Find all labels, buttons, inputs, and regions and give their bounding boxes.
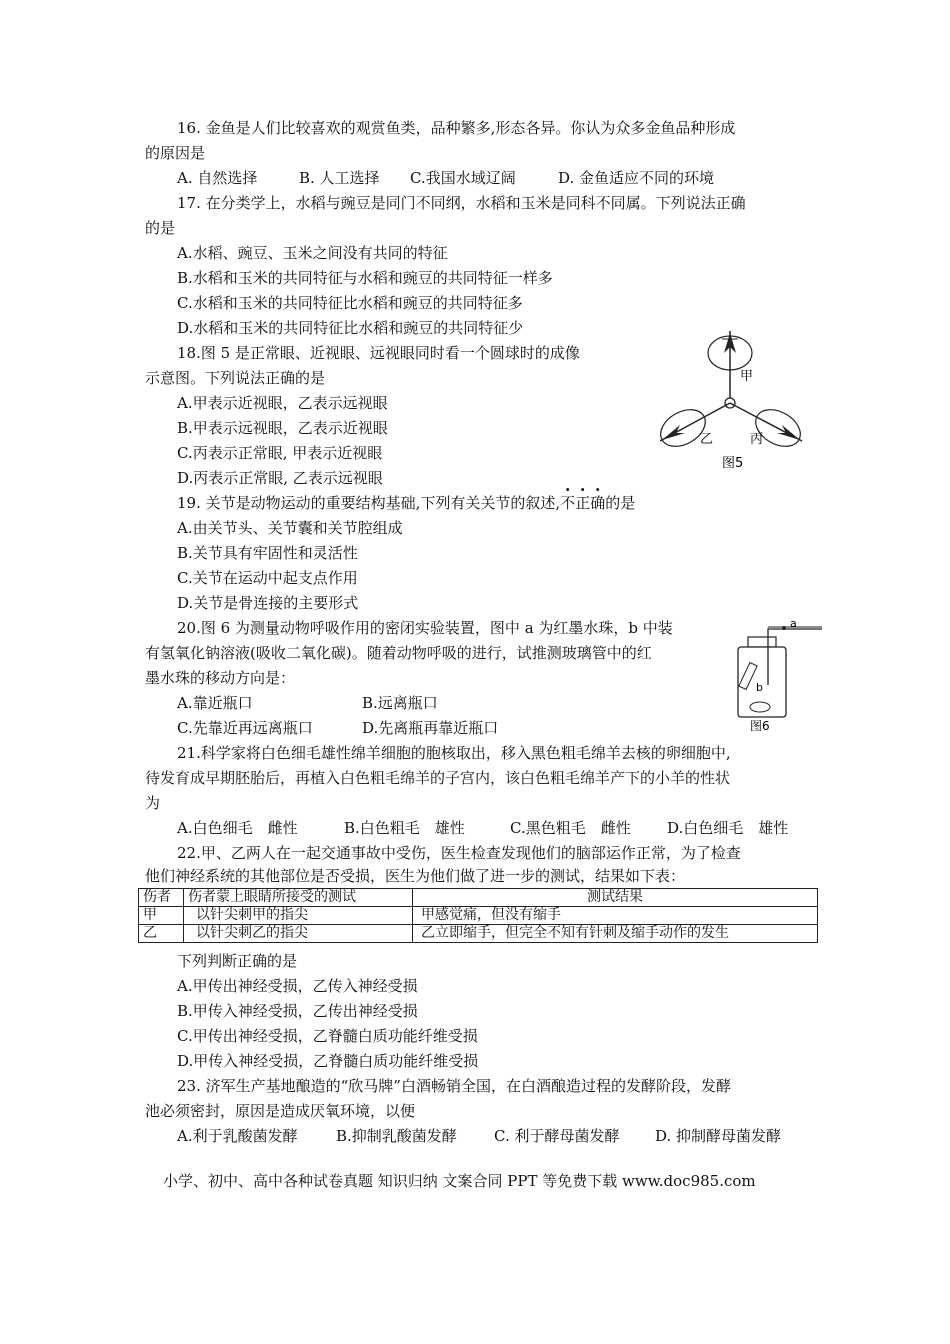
q17-option-b: B.水稻和玉米的共同特征与水稻和豌豆的共同特征一样多 (177, 269, 553, 287)
q19-option-c: C.关节在运动中起支点作用 (177, 569, 358, 587)
table-cell: 乙立即缩手，但完全不知有针刺及缩手动作的发生 (413, 925, 818, 943)
figure-5-caption: 图5 (722, 456, 744, 471)
q22-option-a: A.甲传出神经受损，乙传入神经受损 (177, 977, 418, 995)
q18-stem-line2: 示意图。下列说法正确的是 (145, 369, 326, 387)
q17-option-a: A.水稻、豌豆、玉米之间没有共同的特征 (177, 244, 448, 262)
figure-6-respiration-apparatus (730, 615, 830, 735)
q19-stem-pre: 19. 关节是动物运动的重要结构基础,下列有关关节的叙述, (177, 494, 561, 512)
q23-option-b: B.抑制乳酸菌发酵 (336, 1127, 457, 1145)
label-a: a (790, 617, 797, 630)
q19-option-a: A.由关节头、关节囊和关节腔组成 (177, 519, 403, 537)
q23-stem-line2: 池必须密封，原因是造成厌氧环境，以便 (145, 1102, 416, 1120)
q23-option-c: C. 利于酵母菌发酵 (494, 1127, 620, 1145)
table-header-row (139, 889, 818, 907)
q21-option-b: B.白色粗毛 雄性 (344, 819, 465, 837)
q18-option-c: C.丙表示正常眼, 甲表示近视眼 (177, 444, 383, 462)
table-cell: 乙 (139, 925, 184, 943)
page-footer: 小学、初中、高中各种试卷真题 知识归纳 文案合同 PPT 等免费下载 www.doc985.com (163, 1172, 756, 1190)
label-jia: 甲 (740, 369, 754, 384)
table-cell: 甲感觉痛，但没有缩手 (413, 907, 818, 925)
table-row (139, 925, 818, 943)
q16-option-a: A. 自然选择 (177, 169, 258, 187)
q20-stem-line2: 有氢氧化钠溶液(吸收二氧化碳)。随着动物呼吸的进行，试推测玻璃管中的红 (145, 644, 652, 662)
q17-stem-line2: 的是 (145, 219, 176, 237)
q23-option-a: A.利于乳酸菌发酵 (177, 1127, 298, 1145)
q18-stem-line1: 18.图 5 是正常眼、近视眼、远视眼同时看一个圆球时的成像 (177, 344, 580, 362)
q18-option-a: A.甲表示近视眼，乙表示远视眼 (177, 394, 388, 412)
q19-emph-3: 确 (590, 494, 606, 512)
q23-option-d: D. 抑制酵母菌发酵 (655, 1127, 782, 1145)
image-arrow-yi (662, 425, 685, 440)
q21-stem-line1: 21.科学家将白色细毛雄性绵羊细胞的胞核取出，移入黑色粗毛绵羊去核的卵细胞中, (177, 744, 731, 762)
q20-stem-line3: 墨水珠的移动方向是： (145, 669, 296, 687)
q19-option-d: D.关节是骨连接的主要形式 (177, 594, 359, 612)
table-cell: 甲 (139, 907, 184, 925)
q20-stem-line1: 20.图 6 为测量动物呼吸作用的密闭实验装置，图中 a 为红墨水珠，b 中装 (177, 619, 673, 637)
q16-option-b: B. 人工选择 (299, 169, 380, 187)
q20-option-a: A.靠近瓶口 (177, 694, 253, 712)
q16-stem-line2: 的原因是 (145, 144, 206, 162)
q19-emph-1: 不 (560, 494, 576, 512)
q22-option-c: C.甲传出神经受损，乙脊髓白质功能纤维受损 (177, 1027, 478, 1045)
q17-stem-line1: 17. 在分类学上，水稻与豌豆是同门不同纲，水稻和玉米是同科不同属。下列说法正确 (177, 194, 746, 212)
q21-option-a: A.白色细毛 雌性 (177, 819, 298, 837)
q21-stem-line2: 待发育成早期胚胎后，再植入白色粗毛绵羊的子宫内，该白色粗毛绵羊产下的小羊的性状 (145, 769, 731, 787)
q19-emph-2: 正 (575, 494, 591, 512)
q22-option-d: D.甲传入神经受损，乙脊髓白质功能纤维受损 (177, 1052, 479, 1070)
table-cell: 以针尖刺乙的指尖 (184, 925, 413, 943)
q18-option-b: B.甲表示远视眼，乙表示近视眼 (177, 419, 388, 437)
q19-stem (177, 493, 635, 513)
q21-option-c: C.黑色粗毛 雌性 (510, 819, 631, 837)
q17-option-c: C.水稻和玉米的共同特征比水稻和豌豆的共同特征多 (177, 294, 523, 312)
q18-option-d: D.丙表示正常眼, 乙表示远视眼 (177, 469, 383, 487)
q22-option-b: B.甲传入神经受损，乙传出神经受损 (177, 1002, 418, 1020)
table-header-cell: 伤者蒙上眼睛所接受的测试 (184, 889, 413, 907)
q22-result-table (138, 888, 818, 943)
label-yi: 乙 (700, 432, 714, 447)
q17-option-d: D.水稻和玉米的共同特征比水稻和豌豆的共同特征少 (177, 319, 524, 337)
table-header-cell: 测试结果 (413, 889, 818, 907)
q20-option-b: B.远离瓶口 (362, 694, 438, 712)
q22-stem-line2: 他们神经系统的其他部位是否受损，医生为他们做了进一步的测试，结果如下表： (145, 867, 686, 885)
q16-option-c: C.我国水域辽阔 (410, 169, 516, 187)
table-row (139, 907, 818, 925)
figure-6-caption: 图6 (750, 719, 770, 733)
q21-option-d: D.白色细毛 雄性 (667, 819, 789, 837)
q16-option-d: D. 金鱼适应不同的环境 (558, 169, 715, 187)
q16-stem-line1: 16. 金鱼是人们比较喜欢的观赏鱼类，品种繁多,形态各异。你认为众多金鱼品种形成 (177, 119, 736, 137)
stopper (748, 637, 776, 647)
q21-stem-line3: 为 (145, 794, 161, 812)
q22-stem-line1: 22.甲、乙两人在一起交通事故中受伤，医生检查发现他们的脑部运作正常，为了检查 (177, 844, 741, 862)
q22-after-table: 下列判断正确的是 (177, 952, 298, 970)
label-b: b (756, 681, 763, 694)
label-bing: 丙 (750, 432, 764, 447)
q19-option-b: B.关节具有牢固性和灵活性 (177, 544, 358, 562)
q20-option-c: C.先靠近再远离瓶口 (177, 719, 313, 737)
ink-drop (782, 626, 786, 630)
q19-stem-post: 的是 (605, 494, 636, 512)
q20-option-d: D.先离瓶再靠近瓶口 (362, 719, 499, 737)
figure-5-eye-diagram (650, 325, 840, 475)
table-header-cell: 伤者 (139, 889, 184, 907)
q23-stem-line1: 23. 济军生产基地酿造的“欣马牌”白酒畅销全国，在白酒酿造过程的发酵阶段，发酵 (177, 1077, 731, 1095)
image-arrow-bing (777, 425, 800, 440)
table-cell: 以针尖刺甲的指尖 (184, 907, 413, 925)
